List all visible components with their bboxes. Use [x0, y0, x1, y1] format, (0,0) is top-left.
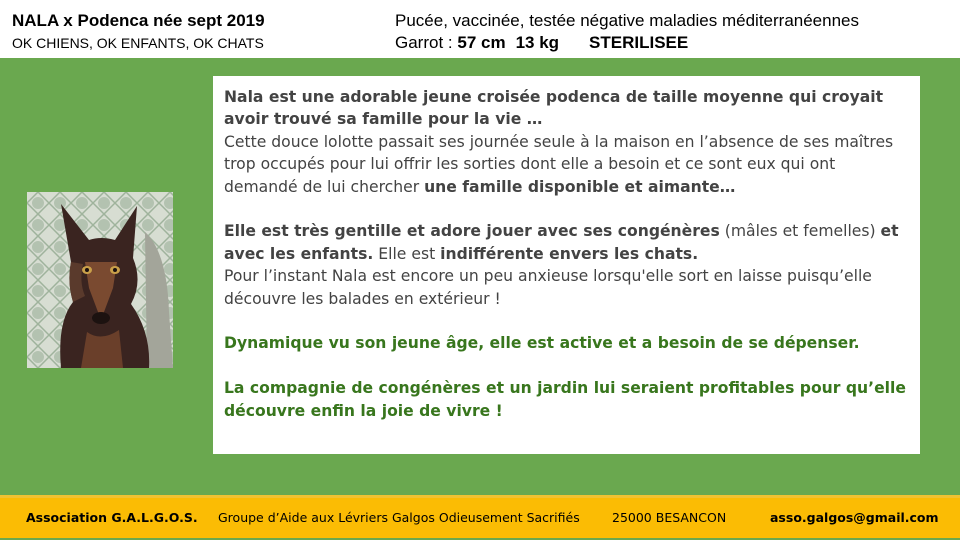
temperament-bold-2: et avec les enfants.: [224, 222, 899, 263]
temperament-text-1: (mâles et femelles): [719, 222, 881, 241]
temperament-bold-1: Elle est très gentille et adore jouer avec ses congénères: [224, 222, 720, 241]
height-value: 57 cm: [457, 33, 506, 52]
footer-band: [0, 495, 960, 538]
intro-paragraph: [224, 86, 910, 198]
dog-photo: [27, 192, 173, 368]
compatibility-subtitle: OK CHIENS, OK ENFANTS, OK CHATS: [12, 35, 264, 51]
page-title: NALA x Podenca née sept 2019: [12, 11, 265, 30]
header-right: [395, 10, 859, 54]
association-name: Association G.A.L.G.O.S.: [26, 510, 198, 525]
association-city: 25000 BESANCON: [612, 510, 727, 525]
needs-paragraph: La compagnie de congénères et un jardin lui seraient profitables pour qu’elle découvre enfin la joie de vivre !: [224, 379, 906, 420]
association-fullname: Groupe d’Aide aux Lévriers Galgos Odieusement Sacrifiés: [218, 510, 580, 525]
intro-highlight: une famille disponible et aimante…: [424, 177, 736, 196]
temperament-bold-3: indifférente envers les chats.: [440, 244, 699, 263]
header-band: [0, 0, 960, 58]
status-badge: STERILISEE: [589, 33, 689, 52]
measurements: [395, 32, 859, 54]
anxiety-text: Pour l’instant Nala est encore un peu anxieuse lorsqu'elle sort en laisse puisqu’elle découvre les balades en extérieur !: [224, 267, 872, 308]
energy-paragraph: Dynamique vu son jeune âge, elle est active et a besoin de se dépenser.: [224, 334, 860, 353]
description-card: [213, 76, 920, 454]
garrot-label: Garrot :: [395, 33, 458, 52]
temperament-paragraph: [224, 220, 910, 310]
intro-text: Cette douce lolotte passait ses journée seule à la maison en l’absence de ses maîtres trop occupés pour lui offrir les sorties dont elle a besoin et ce sont eux qui ont demandé de lui chercher: [224, 132, 894, 196]
header-left: [12, 10, 265, 54]
temperament-text-2: Elle est: [373, 244, 441, 263]
weight-value: 13 kg: [515, 33, 560, 52]
association-email: asso.galgos@gmail.com: [770, 510, 939, 525]
health-info: Pucée, vaccinée, testée négative maladies méditerranéennes: [395, 11, 860, 30]
intro-headline: Nala est une adorable jeune croisée podenca de taille moyenne qui croyait avoir trouvé sa famille pour la vie …: [224, 88, 884, 129]
